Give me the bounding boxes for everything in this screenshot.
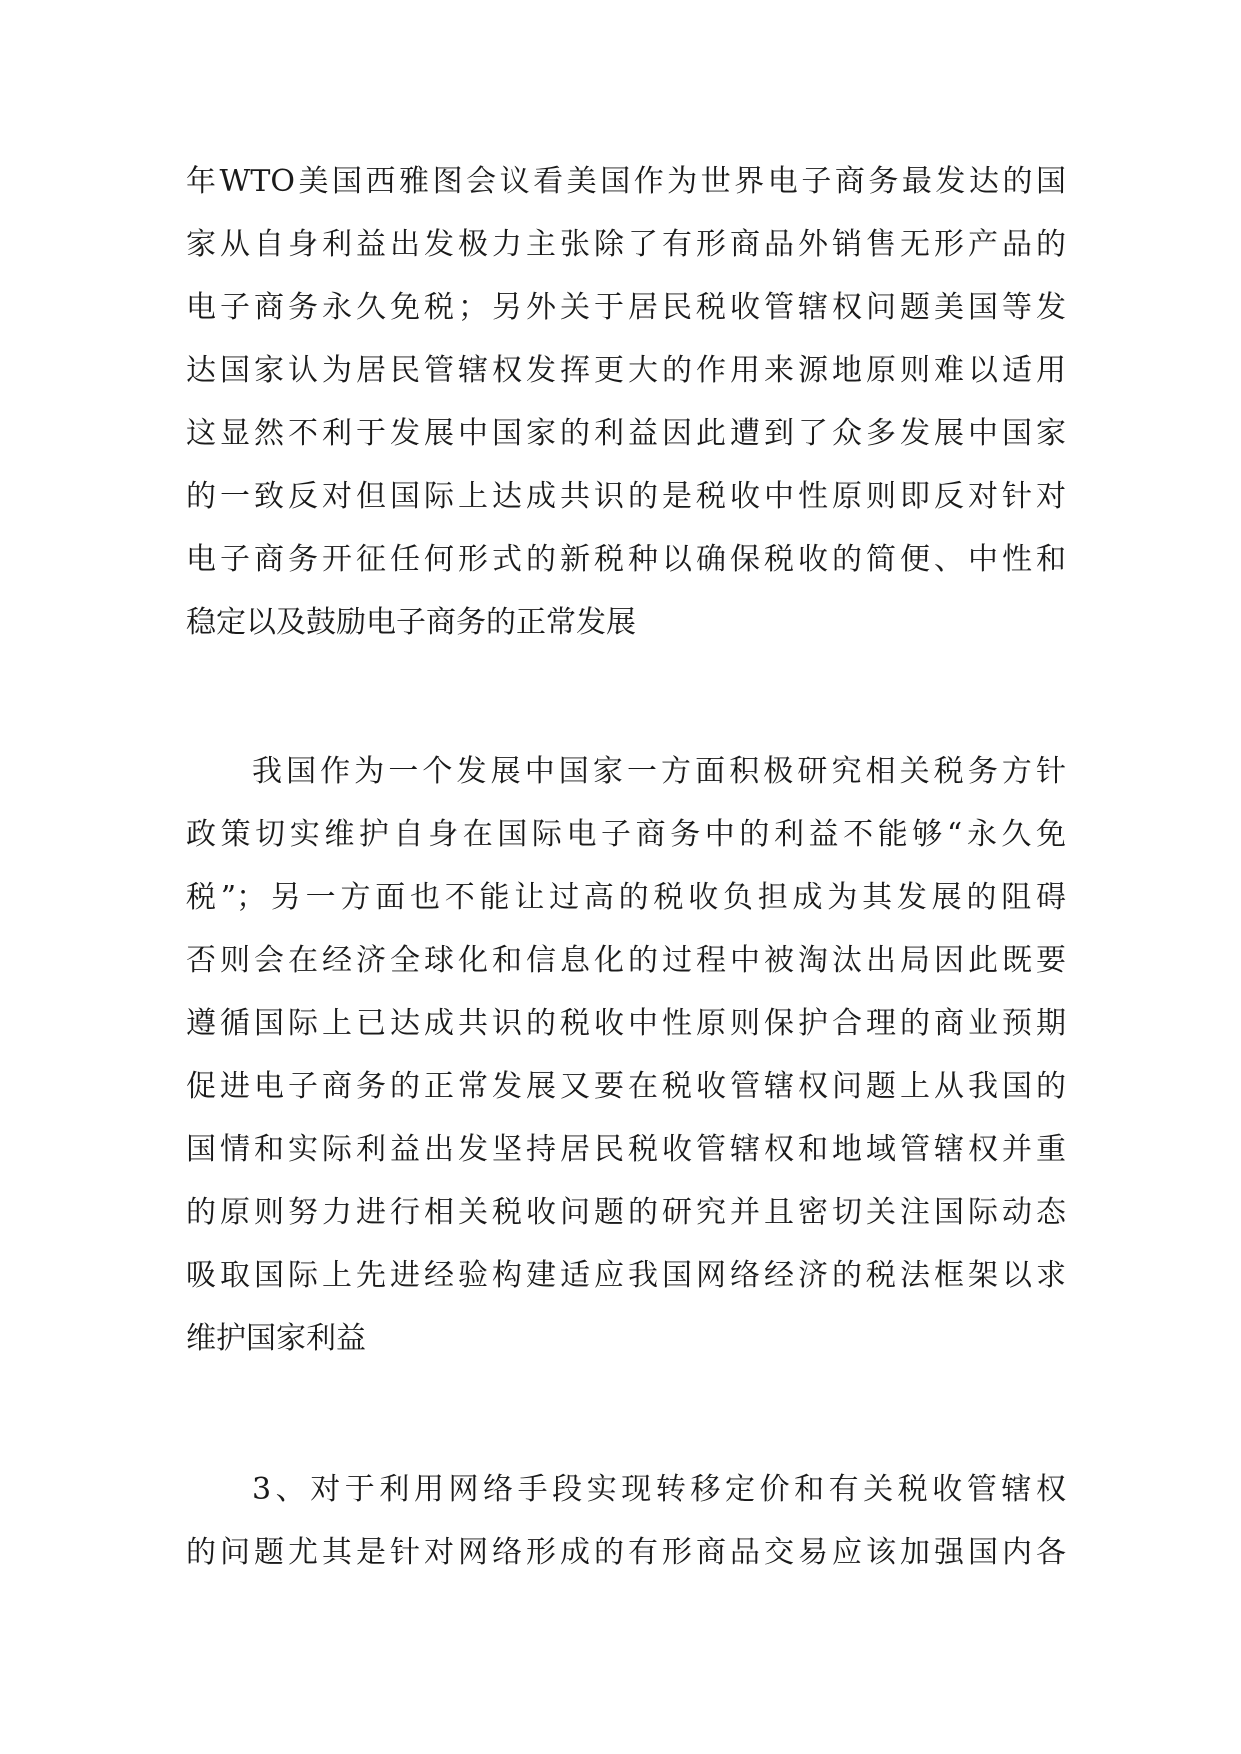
text-line: 稳定以及鼓励电子商务的正常发展 <box>186 605 636 640</box>
text-line: 促进电子商务的正常发展又要在税收管辖权问题上从我国的 <box>186 1069 1066 1104</box>
text-line: 的问题尤其是针对网络形成的有形商品交易应该加强国内各 <box>186 1535 1066 1570</box>
text-line: 电子商务开征任何形式的新税种以确保税收的简便、中性和 <box>186 542 1066 577</box>
text-line: 政策切实维护自身在国际电子商务中的利益不能够“永久免 <box>186 817 1066 852</box>
paragraph-3 <box>186 1458 1066 1584</box>
text-line: 国情和实际利益出发坚持居民税收管辖权和地域管辖权并重 <box>186 1132 1066 1167</box>
text-line: 电子商务永久免税；另外关于居民税收管辖权问题美国等发 <box>186 290 1066 325</box>
text-line: 遵循国际上已达成共识的税收中性原则保护合理的商业预期 <box>186 1006 1066 1041</box>
text-line: 3、对于利用网络手段实现转移定价和有关税收管辖权 <box>252 1472 1066 1507</box>
text-line: 税”；另一方面也不能让过高的税收负担成为其发展的阻碍 <box>186 880 1066 915</box>
text-line: 达国家认为居民管辖权发挥更大的作用来源地原则难以适用 <box>186 353 1066 388</box>
paragraph-2 <box>186 740 1066 1370</box>
text-line: 的一致反对但国际上达成共识的是税收中性原则即反对针对 <box>186 479 1066 514</box>
text-line: 年WTO美国西雅图会议看美国作为世界电子商务最发达的国 <box>186 164 1066 199</box>
paragraph-1 <box>186 150 1066 654</box>
text-line: 维护国家利益 <box>186 1321 366 1356</box>
text-line: 否则会在经济全球化和信息化的过程中被淘汰出局因此既要 <box>186 943 1066 978</box>
text-line: 吸取国际上先进经验构建适应我国网络经济的税法框架以求 <box>186 1258 1066 1293</box>
text-line: 我国作为一个发展中国家一方面积极研究相关税务方针 <box>252 754 1066 789</box>
text-line: 的原则努力进行相关税收问题的研究并且密切关注国际动态 <box>186 1195 1066 1230</box>
text-line: 这显然不利于发展中国家的利益因此遭到了众多发展中国家 <box>186 416 1066 451</box>
text-line: 家从自身利益出发极力主张除了有形商品外销售无形产品的 <box>186 227 1066 262</box>
